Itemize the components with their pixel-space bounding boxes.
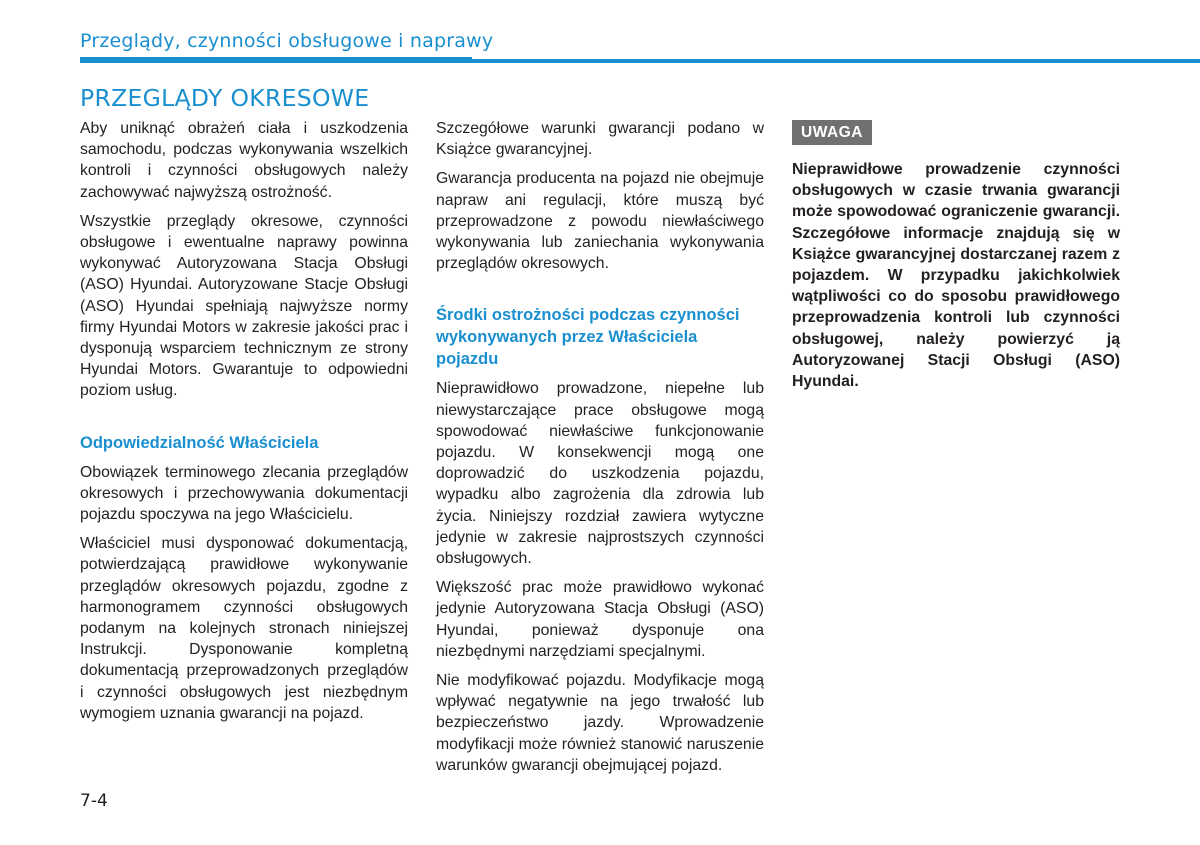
paragraph: Obowiązek terminowego zlecania przeglądów okresowych i przechowywania dokumentacji pojazdu spoczywa na jego Właścicielu. (80, 463, 408, 524)
column-1 (80, 118, 408, 732)
paragraph: Gwarancja producenta na pojazd nie obejmuje napraw ani regulacji, które muszą być przeprowadzone z powodu niewłaściwego wykonywania lub zaniechania wykonywania przeglądów okresowych. (436, 170, 764, 273)
section-title: PRZEGLĄDY OKRESOWE (80, 84, 370, 112)
paragraph: Aby uniknąć obrażeń ciała i uszkodzenia samochodu, podczas wykonywania wszelkich kontroli i czynności obsługowych należy zachowywać najwyższą ostrożność. (80, 120, 408, 201)
paragraph: Właściciel musi dysponować dokumentacją, potwierdzającą prawidłowe wykonywanie przeglądów okresowych pojazdu, zgodne z harmonogramem czynności obsługowych podanym na kolejnych stronach niniejszej Instrukcji. Dysponowanie kompletną dokumentacją przeprowadzonych przeglądów i czynności obsługowych jest niezbędnym wymogiem uznania gwarancji na pojazd. (80, 535, 408, 722)
paragraph: Szczegółowe warunki gwarancji podano w Książce gwarancyjnej. (436, 120, 764, 159)
paragraph: Wszystkie przeglądy okresowe, czynności obsługowe i ewentualne naprawy powinna wykonywać Autoryzowana Stacja Obsługi (ASO) Hyundai. Autoryzowane Stacje Obsługi (ASO) Hyundai spełniają najwyższe normy firmy Hyundai Motors w zakresie jakości prac i dysponują wsparciem technicznym ze strony Hyundai Motors. Gwarantuje to odpowiedni poziom usług. (80, 212, 408, 400)
chapter-title: Przeglądy, czynności obsługowe i naprawy (80, 30, 494, 52)
subheading-owner-responsibility: Odpowiedzialność Właściciela (80, 433, 319, 452)
paragraph: Nie modyfikować pojazdu. Modyfikacje mogą wpływać negatywnie na jego trwałość lub bezpieczeństwo jazdy. Wprowadzenie modyfikacji może również stanowić naruszenie warunków gwarancji obejmującej pojazd. (436, 672, 764, 774)
paragraph: Większość prac może prawidłowo wykonać jedynie Autoryzowana Stacja Obsługi (ASO) Hyundai, ponieważ dysponuje ona niezbędnymi narzędziami specjalnymi. (436, 579, 764, 660)
note-text: Nieprawidłowe prowadzenie czynności obsługowych w czasie trwania gwarancji może spowodować ograniczenie gwarancji. Szczegółowe informacje znajdują się w Książce gwarancyjnej dostarczanej razem z pojazdem. W przypadku jakichkolwiek wątpliwości co do sposobu prawidłowego przeprowadzenia kontroli lub czynności obsługowej, należy powierzyć ją Autoryzowanej Stacji Obsługi (ASO) Hyundai. (792, 161, 1120, 391)
column-3 (792, 120, 1120, 392)
note-badge: UWAGA (792, 120, 872, 145)
paragraph: Nieprawidłowo prowadzone, niepełne lub niewystarczające prace obsługowe mogą spowodować niewłaściwe funkcjonowanie pojazdu. W konsekwencji mogą one doprowadzić do uszkodzenia pojazdu, wypadku albo zagrożenia dla zdrowia lub życia. Niniejszy rozdział zawiera wytyczne jedynie w zakresie najprostszych czynności obsługowych. (436, 380, 764, 568)
subheading-owner-precautions: Środki ostrożności podczas czynności wykonywanych przez Właściciela pojazdu (436, 306, 740, 369)
column-2 (436, 118, 764, 784)
header-rule (80, 59, 1200, 63)
page-number: 7-4 (80, 791, 108, 811)
